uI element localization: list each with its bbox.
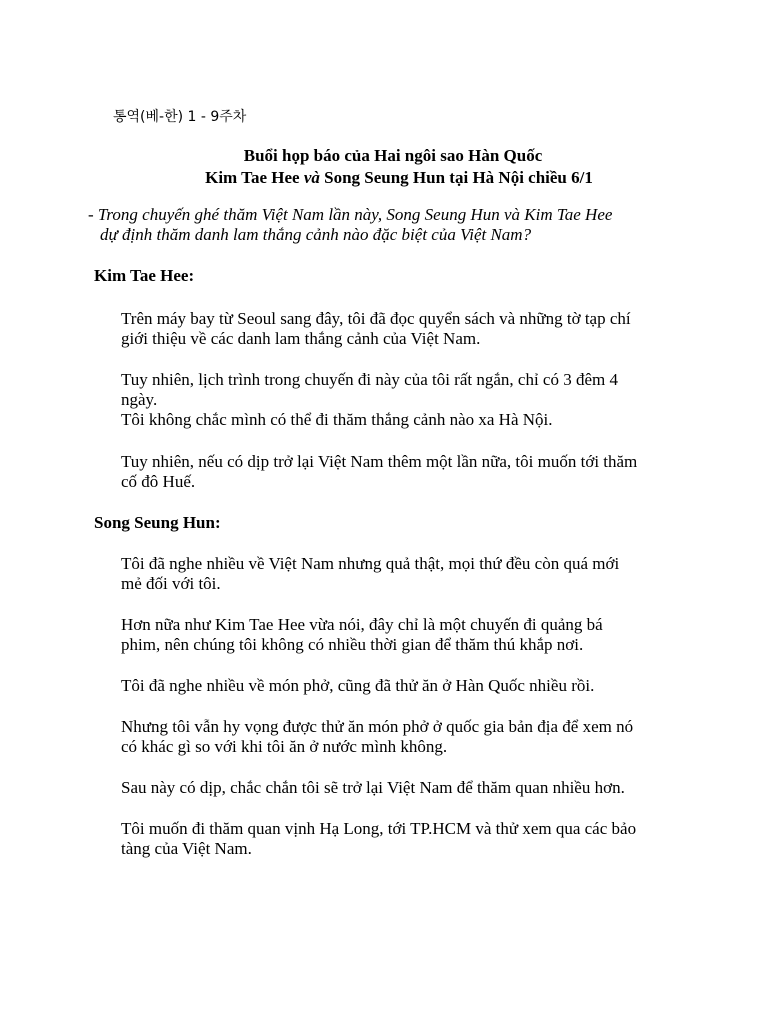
- answer-paragraph: [121, 370, 721, 430]
- question-line-1: - Trong chuyến ghé thăm Việt Nam lần này, Song Seung Hun và Kim Tae Hee: [88, 205, 613, 224]
- paragraph-line: Tôi đã nghe nhiều về Việt Nam nhưng quả thật, mọi thứ đều còn quá mới: [121, 554, 620, 573]
- title-line-2: [0, 167, 768, 189]
- answer-paragraph: [121, 554, 721, 594]
- title-line-2-part-2: Song Seung Hun tại Hà Nội chiều 6/1: [319, 168, 593, 187]
- speaker-label: Song Seung Hun:: [94, 513, 221, 532]
- interview-question: [88, 205, 708, 245]
- paragraph-line: phim, nên chúng tôi không có nhiều thời gian để thăm thú khắp nơi.: [121, 635, 584, 654]
- paragraph-line: Trên máy bay từ Seoul sang đây, tôi đã đọc quyển sách và những tờ tạp chí: [121, 309, 631, 328]
- paragraph-line: Tuy nhiên, nếu có dịp trở lại Việt Nam thêm một lần nữa, tôi muốn tới thăm: [121, 452, 638, 471]
- paragraph-line: cố đô Huế.: [121, 472, 196, 491]
- answer-paragraph: [121, 615, 721, 655]
- paragraph-line: mẻ đối với tôi.: [121, 574, 221, 593]
- paragraph-line: có khác gì so với khi tôi ăn ở nước mình không.: [121, 737, 448, 756]
- title-line-2-part-1: Kim Tae Hee: [205, 168, 304, 187]
- paragraph-line: Sau này có dịp, chắc chắn tôi sẽ trở lại Việt Nam để thăm quan nhiều hơn.: [121, 778, 625, 797]
- answer-paragraph: [121, 819, 721, 859]
- paragraph-line: Tuy nhiên, lịch trình trong chuyến đi này của tôi rất ngắn, chỉ có 3 đêm 4: [121, 370, 618, 389]
- title-line-1: Buổi họp báo của Hai ngôi sao Hàn Quốc: [243, 146, 543, 165]
- document-title: [0, 145, 768, 189]
- title-line-2-join: và: [303, 168, 320, 187]
- paragraph-line: Nhưng tôi vẫn hy vọng được thử ăn món phở ở quốc gia bản địa để xem nó: [121, 717, 634, 736]
- answer-paragraph: [121, 452, 721, 492]
- paragraph-line: giới thiệu về các danh lam thắng cảnh của Việt Nam.: [121, 329, 481, 348]
- paragraph-line: Hơn nữa như Kim Tae Hee vừa nói, đây chỉ là một chuyến đi quảng bá: [121, 615, 603, 634]
- answer-paragraph: [121, 717, 721, 757]
- paragraph-line: ngày.: [121, 390, 158, 409]
- answer-paragraph: [121, 676, 721, 696]
- paragraph-line: Tôi đã nghe nhiều về món phở, cũng đã thử ăn ở Hàn Quốc nhiều rồi.: [121, 676, 595, 695]
- question-line-2: dự định thăm danh lam thắng cảnh nào đặc biệt của Việt Nam?: [100, 225, 532, 244]
- paragraph-line: Tôi không chắc mình có thể đi thăm thắng cảnh nào xa Hà Nội.: [121, 410, 553, 429]
- answer-paragraph: [121, 778, 721, 798]
- paragraph-line: tàng của Việt Nam.: [121, 839, 252, 858]
- paragraph-line: Tôi muốn đi thăm quan vịnh Hạ Long, tới TP.HCM và thử xem qua các bảo: [121, 819, 637, 838]
- course-label: 통역(베-한) 1 - 9주차: [113, 109, 247, 125]
- speaker-label: Kim Tae Hee:: [94, 266, 195, 285]
- answer-paragraph: [121, 309, 721, 349]
